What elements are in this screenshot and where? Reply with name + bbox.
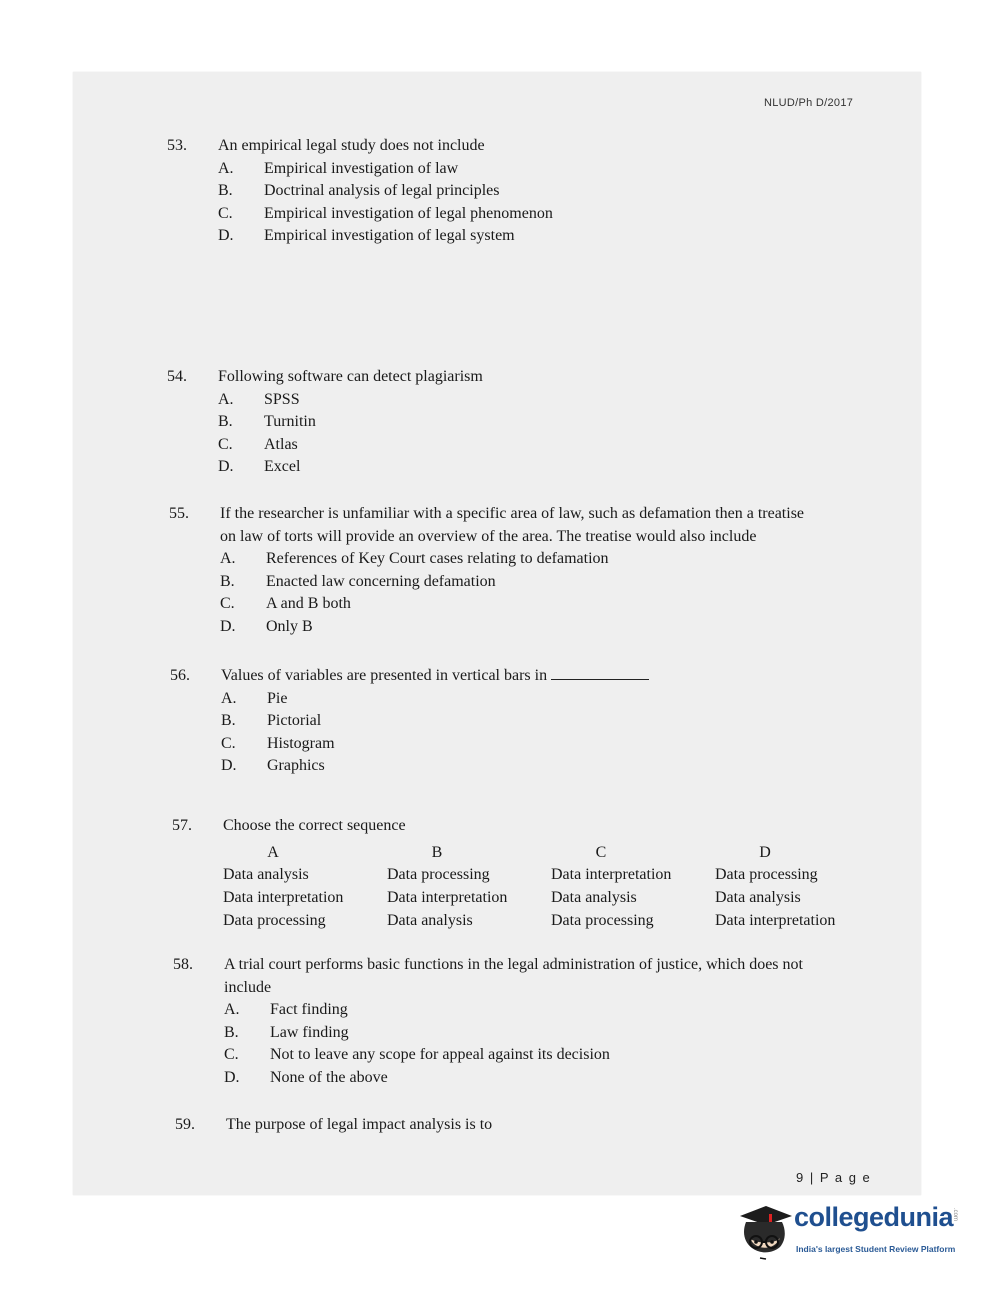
column-head: D — [759, 843, 771, 861]
question-text: If the researcher is unfamiliar with a specific area of law, such as defamation then a treatise — [220, 505, 805, 522]
option-d: D. None of the above — [224, 1068, 388, 1086]
sequence-step: Data interpretation — [715, 911, 836, 929]
mascot-icon — [736, 1198, 794, 1260]
question-number: 55. — [169, 505, 189, 522]
logo-tagline: India's largest Student Review Platform — [796, 1244, 956, 1254]
question-text: Values of variables are presented in vertical bars in — [221, 665, 649, 688]
option-a: A. References of Key Court cases relating to defamation — [220, 550, 609, 567]
option-a: A. Fact finding — [224, 1001, 348, 1018]
sequence-step: Data analysis — [715, 888, 801, 906]
question-text-line-2: include — [224, 978, 272, 996]
question-text: Following software can detect plagiarism — [218, 368, 483, 385]
option-d: D. Excel — [218, 458, 301, 475]
question-54 — [167, 366, 483, 479]
option-c: C. Histogram — [221, 734, 335, 752]
option-b: B. Enacted law concerning defamation — [220, 572, 496, 590]
option-c: C. Not to leave any scope for appeal against its decision — [224, 1046, 610, 1063]
column-head: A — [267, 843, 279, 861]
question-56 — [170, 665, 649, 778]
option-d: D. Empirical investigation of legal system — [218, 227, 515, 244]
option-c: C. A and B both — [220, 595, 351, 612]
sequence-step: Data interpretation — [551, 865, 672, 883]
question-text: Choose the correct sequence — [223, 817, 406, 834]
logo-wordmark: collegedunia — [794, 1202, 954, 1232]
option-a: A. Pie — [221, 689, 288, 707]
question-57 — [172, 815, 879, 933]
question-number: 54. — [167, 368, 187, 385]
question-text: The purpose of legal impact analysis is to — [226, 1116, 493, 1133]
question-text: A trial court performs basic functions in the legal administration of justice, which does not — [224, 956, 803, 973]
logo-domain: .com — [952, 1208, 958, 1222]
sequence-column-b — [387, 842, 551, 933]
question-59 — [175, 1114, 492, 1137]
question-text: An empirical legal study does not include — [218, 137, 485, 154]
option-a: A. Empirical investigation of law — [218, 159, 459, 177]
sequence-step: Data interpretation — [223, 888, 344, 906]
sequence-step: Data analysis — [387, 911, 473, 929]
question-number: 59. — [175, 1116, 195, 1133]
sequence-column-d — [715, 842, 879, 933]
sequence-step: Data processing — [715, 865, 818, 883]
sequence-column-a — [223, 842, 387, 933]
option-b: B. Turnitin — [218, 413, 316, 430]
option-c: C. Atlas — [218, 435, 298, 453]
question-58 — [173, 954, 803, 1089]
question-number: 56. — [170, 667, 190, 684]
question-text-line-2: on law of torts will provide an overview of the area. The treatise would also include — [220, 527, 757, 545]
question-number: 53. — [167, 137, 187, 154]
column-head: C — [595, 843, 607, 861]
column-head: B — [431, 843, 443, 861]
option-b: B. Doctrinal analysis of legal principles — [218, 182, 500, 199]
option-c: C. Empirical investigation of legal phenomenon — [218, 204, 553, 222]
option-d: D. Graphics — [221, 757, 325, 774]
page-number: 9 | P a g e — [796, 1170, 872, 1185]
option-a: A. SPSS — [218, 390, 300, 408]
question-53 — [167, 135, 553, 248]
sequence-step: Data processing — [551, 911, 654, 929]
collegedunia-logo[interactable] — [736, 1198, 966, 1268]
paper-code: NLUD/Ph D/2017 — [764, 97, 854, 109]
sequence-table — [223, 842, 879, 933]
answer-blank — [551, 665, 649, 680]
sequence-step: Data processing — [387, 865, 490, 883]
option-b: B. Law finding — [224, 1023, 349, 1041]
sequence-step: Data processing — [223, 911, 326, 929]
question-55 — [169, 503, 804, 638]
question-number: 57. — [172, 817, 192, 834]
option-b: B. Pictorial — [221, 712, 322, 729]
sequence-column-c — [551, 842, 715, 933]
sequence-step: Data analysis — [551, 888, 637, 906]
option-d: D. Only B — [220, 617, 313, 635]
question-number: 58. — [173, 956, 193, 973]
sequence-step: Data interpretation — [387, 888, 508, 906]
sequence-step: Data analysis — [223, 865, 309, 883]
